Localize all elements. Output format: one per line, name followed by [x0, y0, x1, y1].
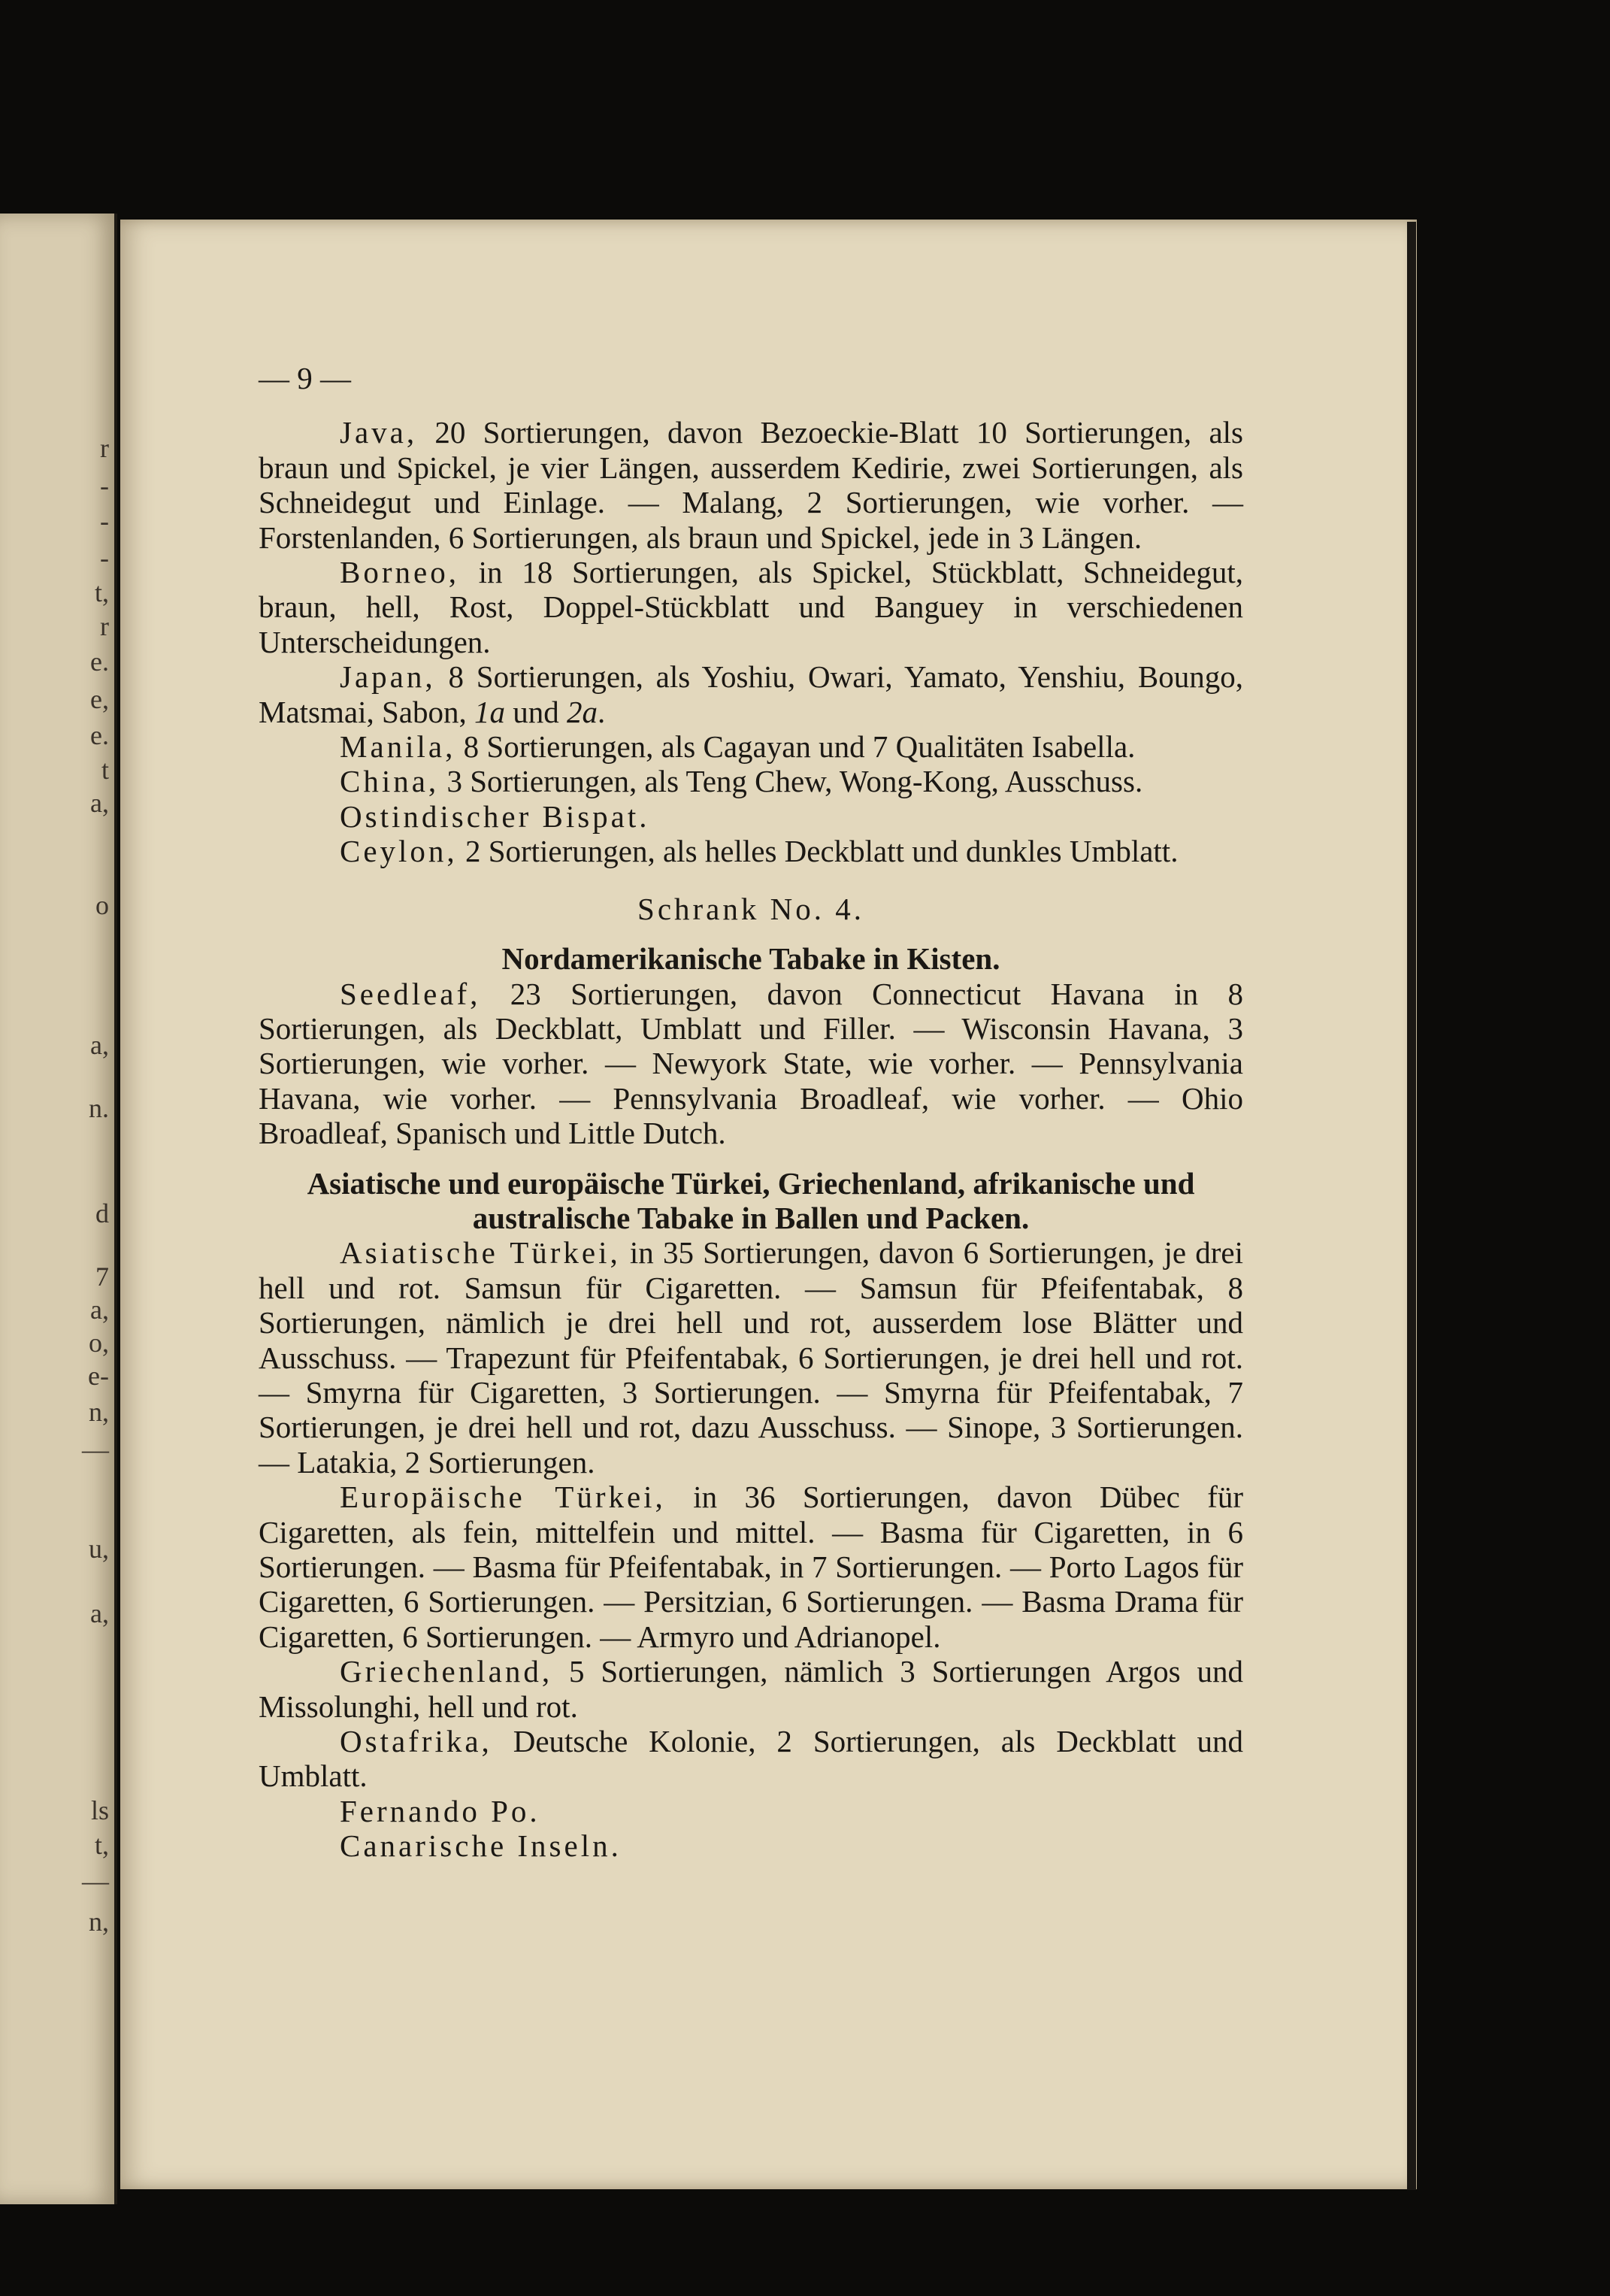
previous-page-fragment: a,	[90, 788, 109, 818]
previous-page-fragment: -	[100, 471, 109, 501]
book-gutter	[114, 214, 117, 2204]
lead-seedleaf: Seedleaf,	[340, 976, 481, 1011]
previous-page-edge	[0, 214, 117, 2204]
paragraph-asiatische-tuerkei	[259, 1235, 1243, 1480]
paragraph-canarische-inseln: Canarische Inseln.	[340, 1828, 622, 1864]
page-number: — 9 —	[259, 361, 351, 395]
paragraph-ostindisch	[259, 799, 1243, 834]
previous-page-fragment: o,	[89, 1328, 109, 1358]
text-europaeische: in 36 Sortierungen, davon Dübec für Cigaretten, als fein, mittelfein und mittel. — Basma für Cigaretten, in 6 Sortierungen. — Basma für Pfeifentabak, in 7 Sortierungen. — Porto Lagos für Cigaretten, 6 Sortierungen. — Persitzian, 6 Sortierungen. — Basma Drama für Cigaretten, 6 Sortierungen. — Armyro und Adrianopel.	[259, 1480, 1243, 1654]
paragraph-japan	[259, 659, 1243, 729]
lead-java: Java,	[340, 415, 418, 450]
previous-page-fragment: t,	[94, 577, 109, 607]
text-manila: 8 Sortierungen, als Cagayan und 7 Qualitäten Isabella.	[455, 729, 1136, 765]
paragraph-seedleaf	[259, 977, 1243, 1151]
previous-page-fragment: -	[100, 543, 109, 573]
section-heading-nordamerika: Nordamerikanische Tabake in Kisten.	[501, 941, 1000, 977]
text-japan-a: 8 Sortierungen, als Yoshiu, Owari, Yamato, Yenshiu, Boungo, Matsmai, Sabon,	[259, 659, 1243, 729]
text-japan-b: und	[504, 694, 567, 729]
previous-page-fragment: e,	[90, 684, 109, 714]
text-japan-c: .	[597, 694, 606, 729]
text-griechenland: 5 Sortierungen, nämlich 3 Sortierungen Argos und Missolunghi, hell und rot.	[259, 1654, 1243, 1724]
paragraph-java	[259, 415, 1243, 555]
text-java: 20 Sortierungen, davon Bezoeckie-Blatt 10 Sortierungen, als braun und Spickel, je vier Längen, ausserdem Kedirie, zwei Sortierungen, als Schneidegut und Einlage. — Malang, 2 Sortierungen, wie vorher. — Forstenlanden, 6 Sortierungen, als braun und Spickel, jede in 3 Längen.	[259, 415, 1243, 555]
text-china: 3 Sortierungen, als Teng Chew, Wong-Kong, Ausschuss.	[439, 764, 1143, 799]
previous-page-fragment: u,	[89, 1534, 109, 1564]
previous-page-fragment: a,	[90, 1295, 109, 1325]
lead-china: China,	[340, 764, 440, 799]
schrank-heading: Schrank No. 4.	[637, 891, 864, 926]
text-japan-1a: 1a	[474, 694, 505, 729]
section-heading-asien-europa: Asiatische und europäische Türkei, Griechenland, afrikanische und australische Tabake in Ballen und Packen.	[307, 1165, 1195, 1235]
previous-page-fragment: n,	[89, 1907, 109, 1937]
lead-borneo: Borneo,	[340, 555, 459, 590]
lead-manila: Manila,	[340, 729, 456, 765]
previous-page-fragment: 7	[95, 1262, 109, 1292]
previous-page-fragment: o	[95, 890, 109, 920]
previous-page-fragment: e-	[88, 1361, 109, 1391]
previous-page-fragment: -	[100, 506, 109, 536]
previous-page-fragment: n,	[89, 1397, 109, 1427]
lead-ceylon: Ceylon,	[340, 834, 458, 869]
text-japan-2a: 2a	[566, 694, 598, 729]
previous-page-fragment: e.	[90, 647, 109, 677]
lead-japan: Japan,	[340, 659, 436, 695]
paragraph-griechenland	[259, 1654, 1243, 1724]
previous-page-fragment: a,	[90, 1030, 109, 1060]
previous-page-fragment: n.	[89, 1093, 109, 1123]
paragraph-europaeische-tuerkei	[259, 1480, 1243, 1654]
paragraph-china	[259, 764, 1243, 798]
previous-page-fragment: t,	[94, 1830, 109, 1860]
lead-griechenland: Griechenland,	[340, 1654, 553, 1689]
lead-asiatische: Asiatische Türkei,	[340, 1235, 621, 1271]
lead-ostindisch: Ostindischer Bispat.	[340, 798, 650, 834]
previous-page-fragment: t	[101, 755, 109, 785]
previous-page-fragment: —	[82, 1434, 109, 1465]
text-asiatische: in 35 Sortierungen, davon 6 Sortierungen, je drei hell und rot. Samsun für Cigaretten. — Samsun für Pfeifentabak, 8 Sortierungen, nämlich je drei hell und rot, ausserdem lose Blätter und Ausschuss. — Trapezunt für Pfeifentabak, 6 Sortierungen, je drei hell und rot. — Smyrna für Cigaretten, 3 Sortierungen. — Smyrna für Pfeifentabak, 7 Sortierungen, je drei hell und rot, dazu Ausschuss. — Sinope, 3 Sortierungen. — Latakia, 2 Sortierungen.	[259, 1235, 1243, 1480]
text-ostafrika: Deutsche Kolonie, 2 Sortierungen, als Deckblatt und Umblatt.	[259, 1724, 1243, 1794]
paragraph-fernando-po: Fernando Po.	[340, 1793, 540, 1828]
paragraph-ostafrika	[259, 1724, 1243, 1794]
previous-page-fragment: r	[100, 611, 109, 641]
lead-europaeische: Europäische Türkei,	[340, 1480, 666, 1515]
paragraph-manila	[259, 729, 1243, 764]
paragraph-borneo	[259, 555, 1243, 659]
text-borneo: in 18 Sortierungen, als Spickel, Stückblatt, Schneidegut, braun, hell, Rost, Doppel-Stückblatt und Banguey in verschiedenen Unterscheidungen.	[259, 555, 1243, 659]
previous-page-fragment: ls	[90, 1795, 109, 1825]
page-right-edge	[1407, 222, 1416, 2190]
previous-page-fragment: d	[95, 1198, 109, 1228]
previous-page-fragment: e.	[90, 720, 109, 750]
text-seedleaf: 23 Sortierungen, davon Connecticut Havana in 8 Sortierungen, als Deckblatt, Umblatt und Filler. — Wisconsin Havana, 3 Sortierungen, wie vorher. — Newyork State, wie vorher. — Pennsylvania Havana, wie vorher. — Pennsylvania Broadleaf, wie vorher. — Ohio Broadleaf, Spanisch und Little Dutch.	[259, 976, 1243, 1151]
previous-page-fragment: a,	[90, 1598, 109, 1628]
previous-page-fragment: —	[82, 1866, 109, 1896]
paragraph-ceylon	[259, 834, 1243, 868]
previous-page-fragment: r	[100, 433, 109, 463]
page-text	[259, 361, 1243, 1864]
lead-ostafrika: Ostafrika,	[340, 1724, 492, 1759]
text-ceylon: 2 Sortierungen, als helles Deckblatt und dunkles Umblatt.	[457, 834, 1179, 869]
